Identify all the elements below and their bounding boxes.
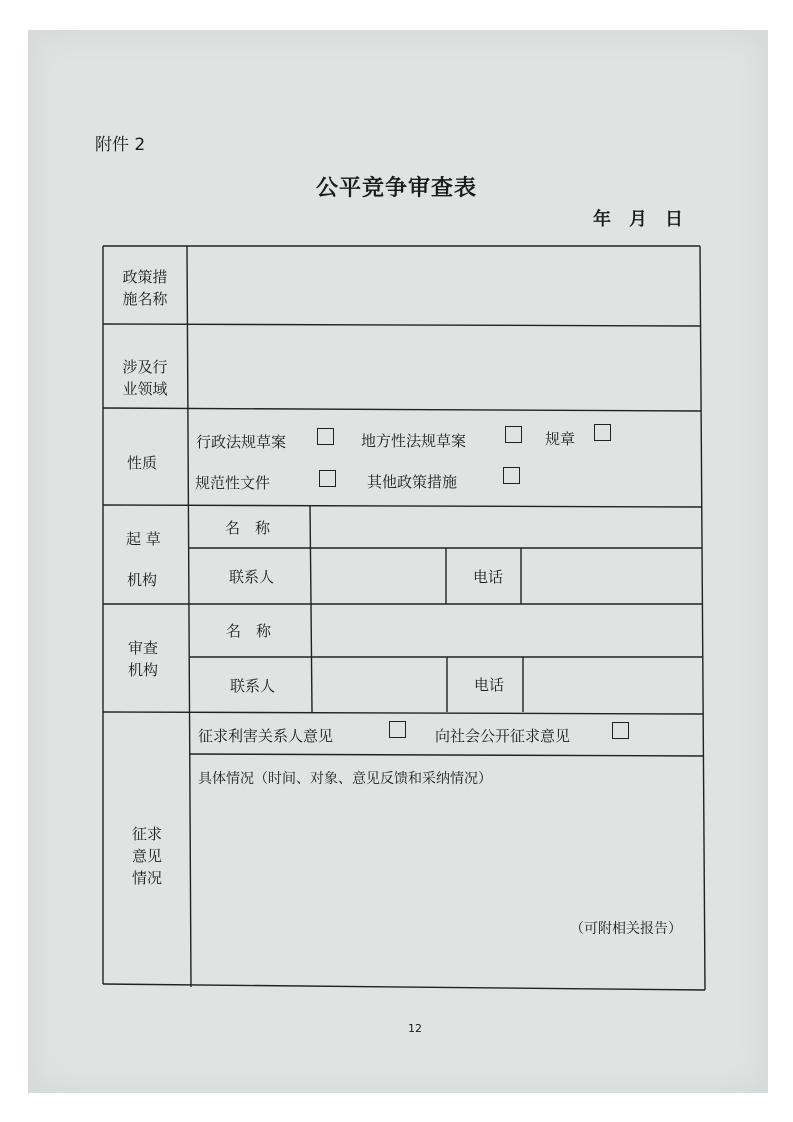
drafting-org-phone-label: 电话 (473, 568, 504, 586)
page-number: 12 (408, 1022, 422, 1035)
checkbox-local-regulation[interactable] (505, 426, 522, 443)
opinion-attach-note: （可附相关报告） (570, 921, 682, 937)
nature-label: 性质 (127, 454, 158, 472)
checkbox-normative-doc[interactable] (319, 470, 336, 487)
checkbox-admin-regulation[interactable] (317, 428, 334, 445)
option-normative-doc: 规范性文件 (195, 474, 271, 492)
review-org-label: 审查机构 (127, 639, 158, 679)
review-org-contact-label: 联系人 (230, 677, 276, 695)
checkbox-public-opinion[interactable] (612, 722, 629, 739)
option-local-regulation: 地方性法规草案 (361, 432, 467, 450)
checkbox-stakeholder-opinion[interactable] (389, 721, 406, 738)
drafting-org-label-line2: 机构 (127, 571, 158, 589)
drafting-org-contact-label: 联系人 (229, 568, 275, 586)
checkbox-rules[interactable] (594, 424, 611, 441)
policy-name-label: 政策措施名称 (122, 268, 168, 308)
opinion-label: 征求意见情况 (131, 825, 162, 887)
date-line: 年 月 日 (593, 209, 683, 230)
drafting-org-name-label: 名 称 (225, 519, 271, 537)
review-org-name-label: 名 称 (226, 622, 272, 640)
option-admin-regulation: 行政法规草案 (196, 433, 287, 451)
option-rules: 规章 (545, 430, 576, 448)
page-title: 公平竞争审查表 (316, 176, 478, 201)
drafting-org-label-line1: 起 草 (126, 530, 161, 548)
option-other-policy: 其他政策措施 (367, 473, 458, 491)
industry-label: 涉及行业领域 (122, 358, 168, 398)
checkbox-other-policy[interactable] (503, 467, 520, 484)
option-stakeholder-opinion: 征求利害关系人意见 (198, 727, 334, 745)
review-org-phone-label: 电话 (474, 676, 505, 694)
option-public-opinion: 向社会公开征求意见 (435, 727, 571, 745)
attachment-label: 附件 2 (95, 135, 146, 155)
opinion-details-label: 具体情况（时间、对象、意见反馈和采纳情况） (198, 771, 492, 787)
